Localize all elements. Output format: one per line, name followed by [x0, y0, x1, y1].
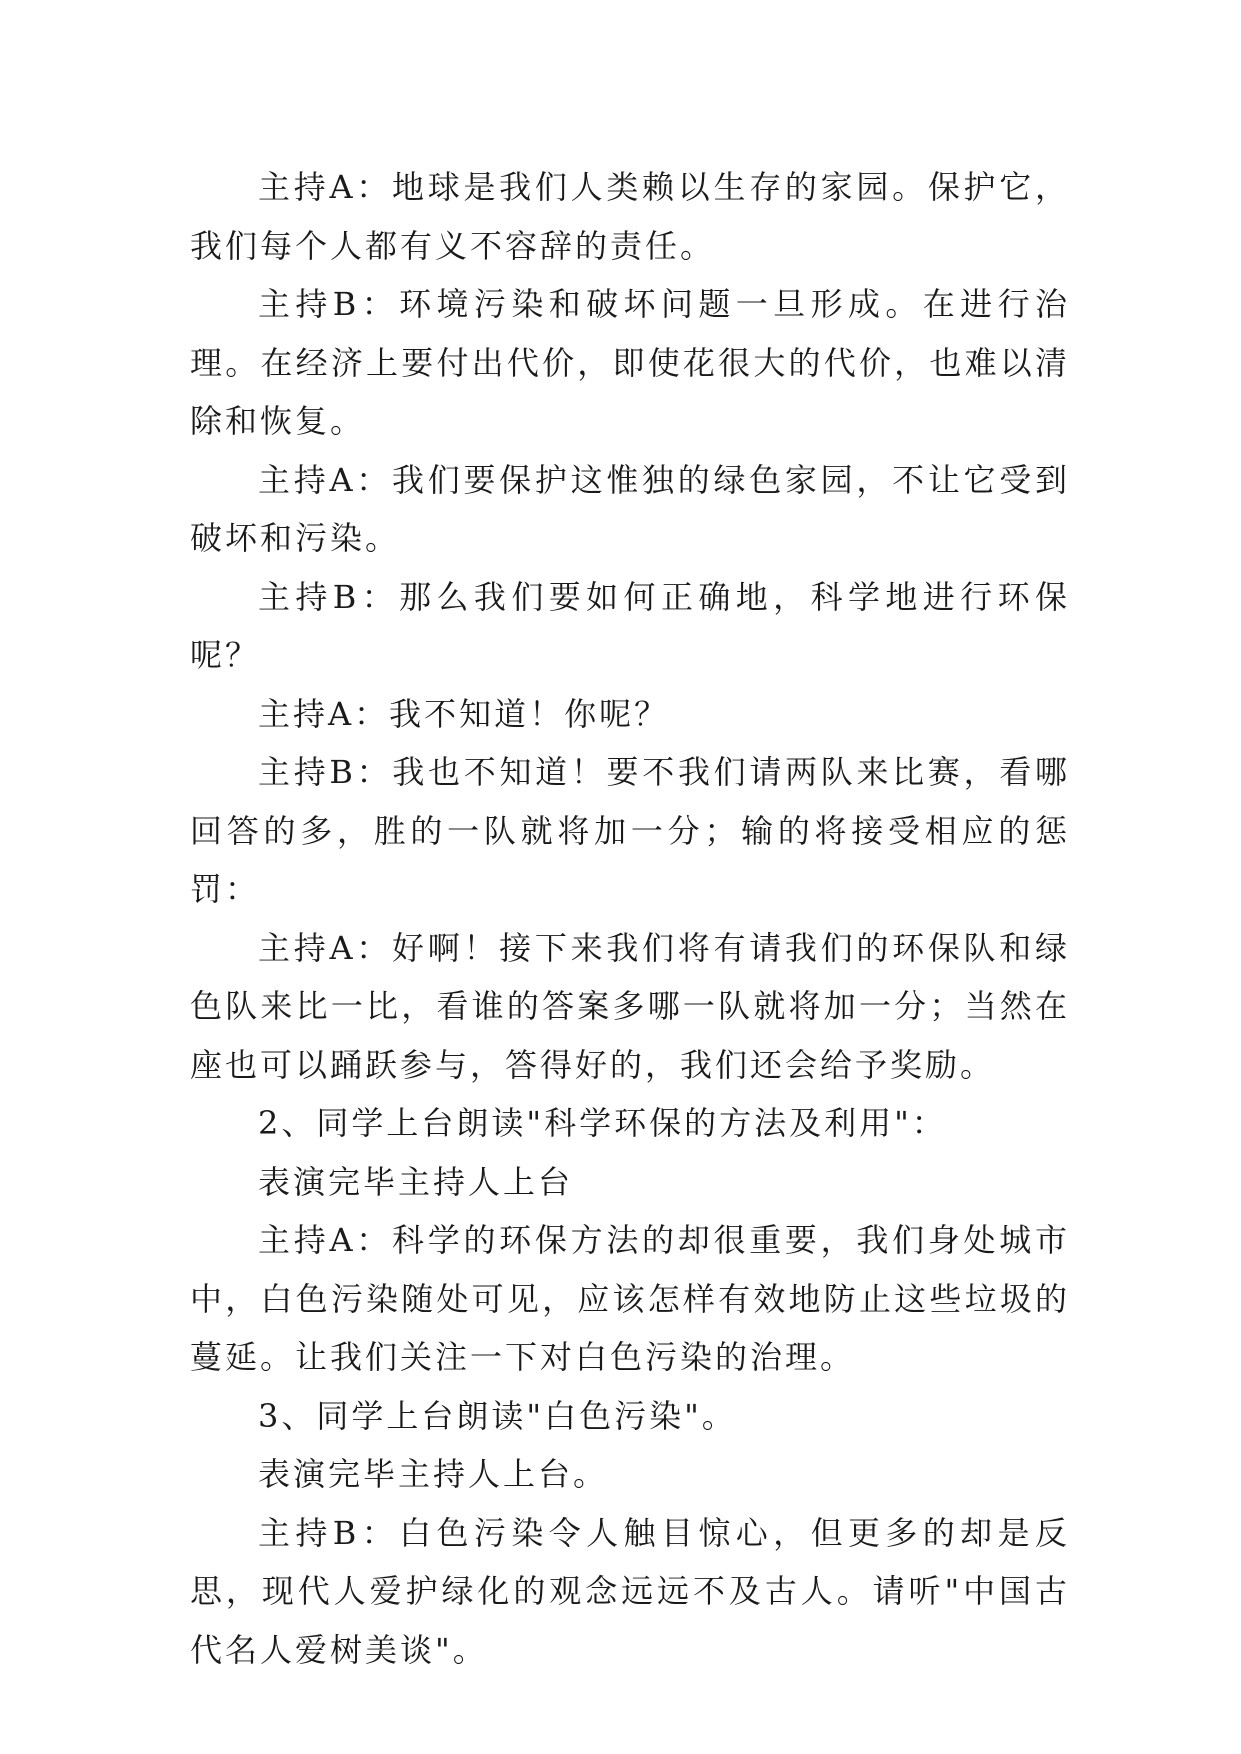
- paragraph: 主持B：白色污染令人触目惊心，但更多的却是反思，现代人爱护绿化的观念远远不及古人。请听"中国古代名人爱树美谈"。: [190, 1513, 1070, 1669]
- paragraph: 主持B：环境污染和破坏问题一旦形成。在进行治理。在经济上要付出代价，即使花很大的代价，也难以清除和恢复。: [190, 285, 1070, 440]
- paragraph: 主持A：科学的环保方法的却很重要，我们身处城市中，白色污染随处可见，应该怎样有效地防止这些垃圾的蔓延。让我们关注一下对白色污染的治理。: [190, 1221, 1070, 1376]
- paragraph: 表演完毕主持人上台。: [258, 1455, 609, 1493]
- paragraph: 主持A：我不知道！你呢？: [258, 694, 670, 733]
- paragraph: 2、同学上台朗读"科学环保的方法及利用"：: [258, 1104, 947, 1142]
- paragraph: 主持B：那么我们要如何正确地，科学地进行环保呢？: [190, 577, 1070, 674]
- paragraph: 表演完毕主持人上台: [258, 1162, 574, 1201]
- document-body: [190, 158, 1070, 1679]
- paragraph: 主持A：好啊！接下来我们将有请我们的环保队和绿色队来比一比，看谁的答案多哪一队就将加一分；当然在座也可以踊跃参与，答得好的，我们还会给予奖励。: [190, 928, 1070, 1084]
- paragraph: 主持B：我也不知道！要不我们请两队来比赛，看哪回答的多，胜的一队就将加一分；输的将接受相应的惩罚：: [190, 753, 1070, 908]
- paragraph: 主持A：我们要保护这惟独的绿色家园，不让它受到破坏和污染。: [190, 460, 1070, 557]
- paragraph: 主持A：地球是我们人类赖以生存的家园。保护它，我们每个人都有义不容辞的责任。: [190, 168, 1070, 265]
- paragraph: 3、同学上台朗读"白色污染"。: [258, 1396, 737, 1435]
